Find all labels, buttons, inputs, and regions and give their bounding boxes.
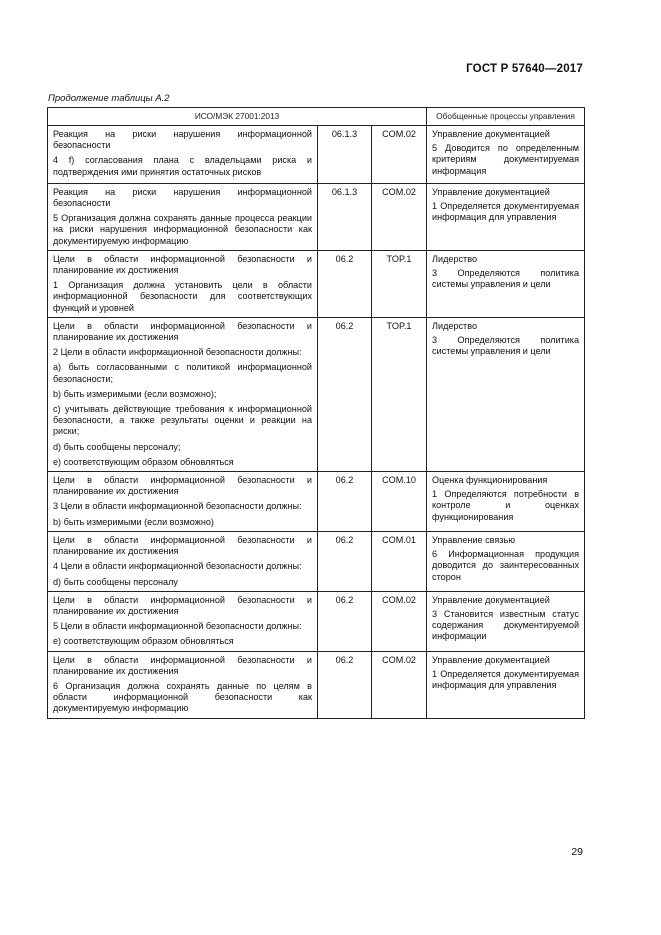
process-description-cell — [427, 126, 585, 184]
iso-requirement-cell — [48, 317, 318, 471]
iso-requirement-text: Реакция на риски нарушения информационной безопасности — [53, 129, 312, 151]
process-text: 3 Становится известным статус содержания документируемой информации — [432, 608, 580, 642]
process-code-cell: COM.01 — [372, 531, 427, 591]
iso-requirement-text: 1 Организация должна установить цели в области информационной безопасности для соответствующих функций и уровней — [53, 280, 312, 313]
table-row — [48, 591, 585, 651]
clause-cell: 06.2 — [318, 317, 372, 471]
iso-requirement-cell — [48, 183, 318, 250]
process-text: 1 Определяется документируемая информация для управления — [432, 668, 580, 690]
process-text: Управление связью — [432, 534, 516, 545]
iso-requirement-cell — [48, 472, 318, 532]
header-processes: Обобщенные процессы управления — [427, 108, 585, 126]
clause-cell: 06.1.3 — [318, 126, 372, 184]
iso-requirement-text: e) соответствующим образом обновляться — [53, 456, 234, 467]
process-text: Управление документацией — [432, 129, 550, 139]
iso-requirement-text: Цели в области информационной безопасности и планирование их достижения — [53, 534, 312, 557]
iso-requirement-text: Реакция на риски нарушения информационной безопасности — [53, 186, 312, 209]
iso-requirement-text: c) учитывать действующие требования к информационной безопасности, а также результаты оценки и реакции на риски; — [53, 404, 312, 437]
mapping-table — [47, 107, 585, 719]
process-description-cell — [427, 183, 585, 250]
iso-requirement-text: e) соответствующим образом обновляться — [53, 636, 234, 647]
iso-requirement-text: d) быть сообщены персоналу; — [53, 441, 181, 452]
process-text: Лидерство — [432, 320, 477, 331]
table-row — [48, 531, 585, 591]
standard-code: ГОСТ Р 57640—2017 — [466, 63, 583, 75]
process-description-cell — [427, 250, 585, 317]
process-description-cell — [427, 317, 585, 471]
process-code-cell: COM.02 — [372, 591, 427, 651]
iso-requirement-text: 5 Организация должна сохранять данные процесса реакции на риски нарушения информационной безопасности как документируемую информацию — [53, 213, 312, 246]
iso-requirement-text: Цели в области информационной безопасности и планирование их достижения — [53, 654, 312, 676]
iso-requirement-cell — [48, 591, 318, 651]
process-text: Управление документацией — [432, 654, 550, 665]
iso-requirement-text: 6 Организация должна сохранять данные по целям в области информационной безопасности как документируемую информацию — [53, 680, 312, 714]
iso-requirement-text: 4 Цели в области информационной безопасности должны: — [53, 561, 302, 572]
process-code-cell: COM.02 — [372, 126, 427, 184]
iso-requirement-text: 5 Цели в области информационной безопасности должны: — [53, 621, 302, 632]
process-text: 1 Определяется документируемая информация для управления — [432, 201, 580, 223]
clause-cell: 06.2 — [318, 651, 372, 718]
iso-requirement-cell — [48, 651, 318, 718]
table-row — [48, 317, 585, 471]
iso-requirement-text: Цели в области информационной безопасности и планирование их достижения — [53, 253, 312, 276]
iso-requirement-text: b) быть измеримыми (если возможно) — [53, 516, 214, 527]
iso-requirement-cell — [48, 250, 318, 317]
process-text: 3 Определяются политика системы управления и цели — [432, 268, 580, 290]
process-text: Лидерство — [432, 253, 477, 264]
process-code-cell: COM.02 — [372, 183, 427, 250]
page-number: 29 — [571, 846, 583, 858]
table-row — [48, 651, 585, 718]
process-description-cell — [427, 591, 585, 651]
table-body — [48, 126, 585, 719]
process-text: 6 Информационная продукция доводится до заинтересованных сторон — [432, 549, 580, 582]
process-text: 1 Определяются потребности в контроле и оценках функционирования — [432, 489, 580, 522]
process-code-cell: COM.10 — [372, 472, 427, 532]
process-text: Управление документацией — [432, 186, 550, 197]
header-iso: ИСО/МЭК 27001:2013 — [48, 108, 427, 126]
iso-requirement-cell — [48, 531, 318, 591]
iso-requirement-text: 3 Цели в области информационной безопасности должны: — [53, 501, 302, 512]
table-caption: Продолжение таблицы А.2 — [48, 93, 170, 104]
process-code-cell: COM.02 — [372, 651, 427, 718]
clause-cell: 06.2 — [318, 531, 372, 591]
process-text: 3 Определяются политика системы управления и цели — [432, 335, 580, 357]
clause-cell: 06.2 — [318, 250, 372, 317]
process-text: Управление документацией — [432, 594, 550, 605]
iso-requirement-text: b) быть измеримыми (если возможно); — [53, 388, 217, 399]
process-description-cell — [427, 472, 585, 532]
clause-cell: 06.1.3 — [318, 183, 372, 250]
table-row — [48, 250, 585, 317]
clause-cell: 06.2 — [318, 591, 372, 651]
iso-requirement-text: Цели в области информационной безопасности и планирование их достижения — [53, 594, 312, 616]
process-description-cell — [427, 531, 585, 591]
table-header-row — [48, 108, 585, 126]
process-text: Оценка функционирования — [432, 475, 548, 486]
iso-requirement-text: Цели в области информационной безопасности и планирование их достижения — [53, 320, 312, 343]
process-description-cell — [427, 651, 585, 718]
iso-requirement-text: a) быть согласованными с политикой информационной безопасности; — [53, 362, 312, 384]
table-row — [48, 126, 585, 184]
process-code-cell: TOP.1 — [372, 250, 427, 317]
iso-requirement-cell — [48, 126, 318, 184]
iso-requirement-text: Цели в области информационной безопасности и планирование их достижения — [53, 475, 312, 497]
iso-requirement-text: 2 Цели в области информационной безопасности должны: — [53, 347, 302, 358]
table-row — [48, 472, 585, 532]
iso-requirement-text: d) быть сообщены персоналу — [53, 576, 178, 587]
table-row — [48, 183, 585, 250]
process-code-cell: TOP.1 — [372, 317, 427, 471]
clause-cell: 06.2 — [318, 472, 372, 532]
iso-requirement-text: 4 f) согласования плана с владельцами риска и подтверждения ими принятия остаточных рисков — [53, 155, 312, 177]
process-text: 5 Доводится по определенным критериям документируемая информация — [432, 143, 580, 176]
